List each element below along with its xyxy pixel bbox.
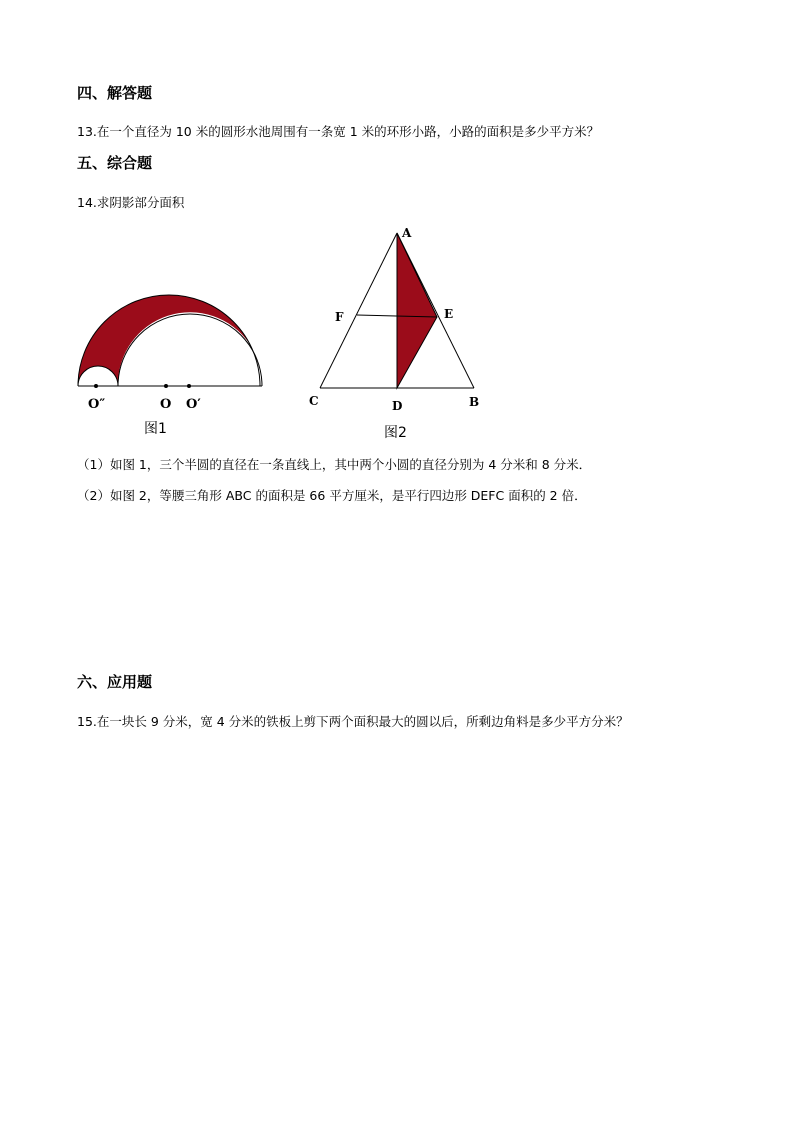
figure-1-caption: 图1 (144, 421, 167, 437)
label-d: D (392, 399, 403, 413)
question-14-part-1: （1）如图 1，三个半圆的直径在一条直线上，其中两个小圆的直径分别为 4 分米和 8 分米． (77, 457, 592, 472)
label-a: A (402, 226, 412, 240)
label-o1: O′ (186, 397, 201, 412)
figure-2-caption: 图2 (384, 425, 407, 441)
label-e: E (444, 307, 454, 321)
label-b: B (469, 395, 480, 409)
section-5-heading: 五、综合题 (77, 154, 153, 172)
figure-1 (70, 290, 280, 420)
section-4-heading: 四、解答题 (77, 84, 153, 102)
label-o2: O″ (88, 397, 106, 412)
side-ac (320, 233, 397, 388)
question-13: 13.在一个直径为 10 米的圆形水池周围有一条宽 1 米的环形小路，小路的面积是多少平方米？ (77, 124, 600, 139)
figure-2 (300, 220, 500, 420)
question-15: 15.在一块长 9 分米，宽 4 分米的铁板上剪下两个面积最大的圆以后，所剩边角料是多少平方分米？ (77, 714, 629, 729)
label-o: O (160, 397, 172, 412)
center-o2 (94, 384, 98, 388)
label-f: F (335, 310, 344, 324)
label-c: C (309, 394, 319, 408)
question-14: 14.求阴影部分面积 (77, 195, 185, 210)
shaded-region-fig1 (78, 295, 249, 386)
shaded-region-fig2 (397, 233, 437, 388)
question-14-part-2: （2）如图 2，等腰三角形 ABC 的面积是 66 平方厘米，是平行四边形 DEFC 面积的 2 倍． (77, 488, 587, 503)
center-o1 (187, 384, 191, 388)
section-6-heading: 六、应用题 (77, 673, 153, 691)
center-o (164, 384, 168, 388)
